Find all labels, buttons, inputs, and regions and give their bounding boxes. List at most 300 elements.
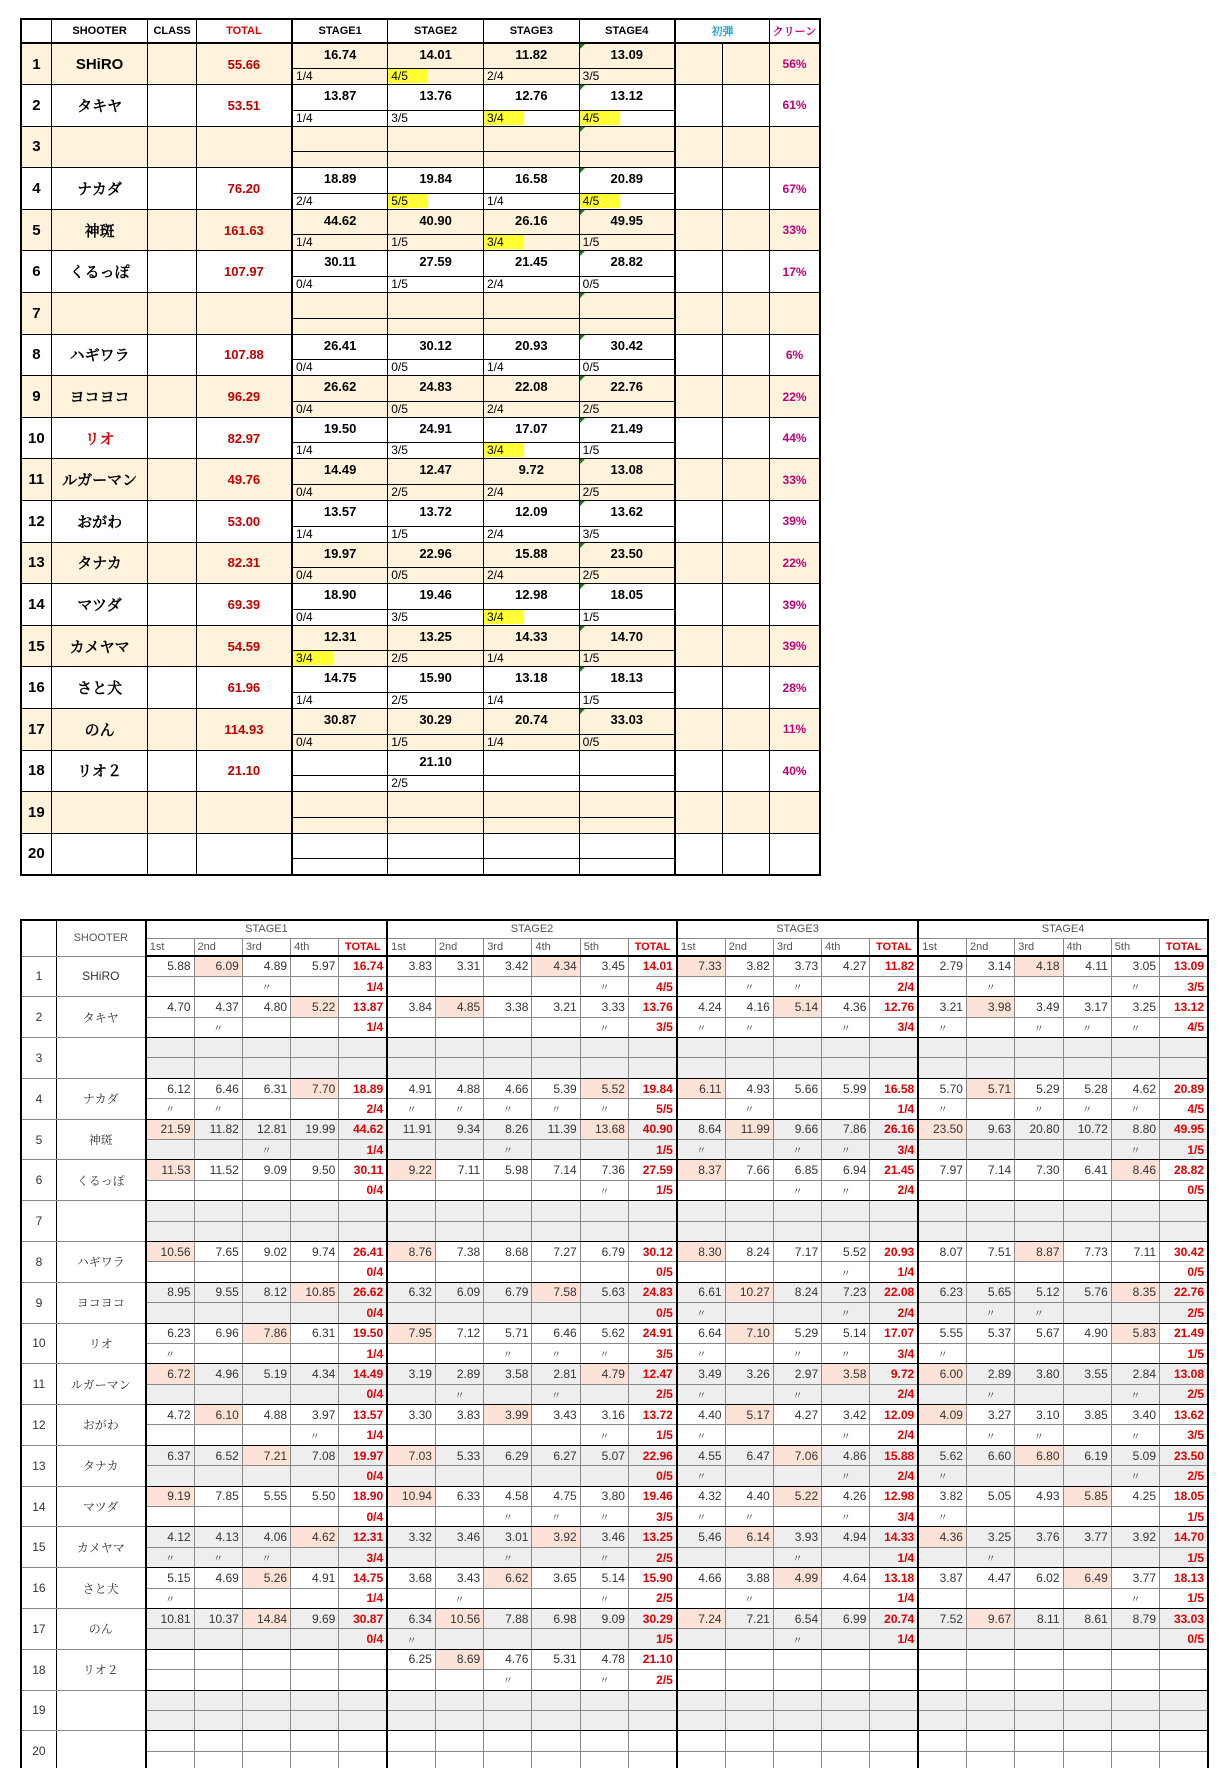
split-time: 5.29 (1015, 1078, 1063, 1098)
stage-hit-count: 0/4 (339, 1507, 387, 1527)
hit-mark (291, 1303, 339, 1323)
split-time: 4.27 (822, 956, 870, 976)
split-time: 8.26 (484, 1119, 532, 1139)
total-time: 55.66 (196, 43, 292, 85)
stage-hits-bar (388, 484, 483, 499)
stage-hit-count (628, 1221, 676, 1241)
hit-mark (918, 1140, 966, 1160)
detail-row-number: 11 (21, 1364, 56, 1405)
summary-row (21, 251, 820, 293)
first-shot-b (722, 459, 769, 501)
hit-mark (242, 1751, 290, 1768)
hit-mark: 〃 (1063, 1099, 1111, 1119)
split-time: 3.31 (435, 956, 483, 976)
stage-hit-count: 1/5 (628, 1180, 676, 1200)
shooter-name (51, 833, 148, 875)
split-time: 3.05 (1111, 956, 1159, 976)
hit-mark (1111, 1670, 1159, 1690)
first-shot-a (675, 251, 722, 293)
hit-mark (387, 1547, 435, 1567)
stage-hits: 0/5 (582, 734, 600, 749)
hit-mark (822, 1751, 870, 1768)
hit-mark (484, 1303, 532, 1323)
hit-mark (435, 1547, 483, 1567)
stage-total: 18.89 (339, 1078, 387, 1098)
stage-time: 21.45 (515, 254, 548, 270)
stage-hits (293, 152, 333, 166)
stage-total: 18.05 (1160, 1486, 1208, 1506)
detail-time-row (21, 1160, 1208, 1180)
detail-shooter-name: ルガーマン (56, 1364, 145, 1405)
stage-time: 12.47 (419, 462, 452, 478)
hit-mark: 〃 (677, 1384, 725, 1404)
hit-mark (146, 1425, 194, 1445)
hit-mark: 〃 (822, 1180, 870, 1200)
total-time: 82.97 (196, 417, 292, 459)
split-time: 7.38 (435, 1241, 483, 1261)
stage-time: 30.29 (419, 712, 452, 727)
stage-2-cell (388, 43, 484, 85)
shot-column-header: 3rd (484, 938, 532, 956)
hit-mark (580, 1221, 628, 1241)
stage-hit-count: 0/5 (628, 1262, 676, 1282)
hit-mark (773, 1710, 821, 1730)
stage-hits-bar (293, 234, 387, 249)
stage-hit-count: 2/5 (628, 1588, 676, 1608)
stage-3-cell (483, 417, 579, 459)
split-time: 4.66 (484, 1078, 532, 1098)
hit-mark (773, 1670, 821, 1690)
total-time (196, 293, 292, 335)
stage-hits-bar (293, 650, 387, 665)
comment-marker (580, 85, 585, 90)
split-time: 4.76 (484, 1649, 532, 1669)
split-time: 5.39 (532, 1078, 580, 1098)
stage-hits (293, 776, 333, 790)
hit-mark: 〃 (242, 976, 290, 996)
stage-hit-count: 1/4 (870, 1629, 918, 1649)
split-time: 10.81 (146, 1609, 194, 1629)
split-time (146, 1731, 194, 1751)
hit-mark (387, 1058, 435, 1078)
stage-hit-count: 2/5 (1160, 1384, 1208, 1404)
hit-mark: 〃 (966, 1547, 1014, 1567)
split-time: 9.55 (194, 1282, 242, 1302)
stage-hit-count (628, 1751, 676, 1768)
stage-hit-count: 1/5 (628, 1425, 676, 1445)
hit-mark (773, 1262, 821, 1282)
split-time: 4.26 (822, 1486, 870, 1506)
stage-hit-count: 0/5 (1160, 1629, 1208, 1649)
stage-hit-count: 4/5 (628, 976, 676, 996)
stage-hit-count: 3/5 (628, 1017, 676, 1037)
hit-mark: 〃 (146, 1588, 194, 1608)
split-time (387, 1690, 435, 1710)
split-time (966, 1731, 1014, 1751)
stage-hits: 0/4 (296, 734, 313, 749)
comment-marker (580, 335, 585, 340)
shooter-class (148, 625, 196, 667)
stage-hits-bar (484, 817, 579, 832)
total-column-header: TOTAL (628, 938, 676, 956)
detail-time-row (21, 1282, 1208, 1302)
stage-hits (580, 152, 620, 166)
hit-mark (677, 1099, 725, 1119)
stage-hits: 2/4 (486, 526, 504, 541)
total-column-header: TOTAL (870, 938, 918, 956)
hit-mark: 〃 (677, 1017, 725, 1037)
stage-1-cell (292, 833, 388, 875)
hit-mark: 〃 (822, 1017, 870, 1037)
clean-rate: 22% (770, 376, 820, 418)
split-time: 6.14 (725, 1527, 773, 1547)
stage-hits: 1/4 (486, 193, 504, 208)
hit-mark (484, 1262, 532, 1282)
split-time: 5.14 (773, 997, 821, 1017)
hit-mark (677, 976, 725, 996)
stage-3-cell (483, 43, 579, 85)
split-time: 4.91 (291, 1568, 339, 1588)
stage-time: 28.82 (610, 254, 644, 270)
stage-2-cell (388, 85, 484, 127)
first-shot-b (722, 542, 769, 584)
detail-row-number: 20 (21, 1731, 56, 1768)
stage-total: 30.29 (628, 1609, 676, 1629)
split-time: 7.24 (677, 1609, 725, 1629)
stage-time: 20.89 (610, 171, 644, 187)
row-number: 6 (21, 251, 51, 293)
stage-hit-count (870, 1710, 918, 1730)
detail-shooter-name: ヨコヨコ (56, 1282, 145, 1323)
split-time: 7.73 (1063, 1241, 1111, 1261)
first-shot-b (722, 251, 769, 293)
stage-total: 12.31 (339, 1527, 387, 1547)
split-time: 4.72 (146, 1405, 194, 1425)
hit-mark (435, 1507, 483, 1527)
split-time: 4.88 (435, 1078, 483, 1098)
stage-4-cell (579, 168, 675, 210)
split-time: 3.38 (484, 997, 532, 1017)
first-shot-b (722, 667, 769, 709)
stage-hits: 1/4 (486, 693, 504, 707)
stage-hit-count: 2/4 (870, 1425, 918, 1445)
hit-mark: 〃 (1015, 1099, 1063, 1119)
hit-mark (146, 1221, 194, 1241)
split-time: 21.59 (146, 1119, 194, 1139)
stage-hits (293, 859, 333, 873)
clean-rate: 56% (770, 43, 820, 85)
split-time: 5.14 (822, 1323, 870, 1343)
stage-4-cell (579, 792, 675, 834)
stage-hits: 2/4 (296, 193, 313, 208)
hit-mark: 〃 (966, 1384, 1014, 1404)
stage-2-cell (388, 168, 484, 210)
hit-mark (1063, 1751, 1111, 1768)
split-time: 3.49 (677, 1364, 725, 1384)
first-shot-b (722, 833, 769, 875)
hit-mark: 〃 (1015, 1425, 1063, 1445)
stage-hits-bar (484, 193, 579, 208)
stage-hits-bar (388, 442, 483, 457)
shot-column-header: 5th (580, 938, 628, 956)
hit-mark (773, 1425, 821, 1445)
split-time: 10.94 (387, 1486, 435, 1506)
stage-hits-bar (293, 734, 387, 749)
stage-time: 13.18 (515, 670, 548, 686)
stage-hit-count (628, 1058, 676, 1078)
hit-mark: 〃 (291, 1425, 339, 1445)
stage-time: 16.74 (323, 47, 357, 62)
split-time: 4.36 (918, 1527, 966, 1547)
total-time (196, 126, 292, 168)
hit-mark (387, 1751, 435, 1768)
shooter-name: リオ２ (51, 750, 148, 792)
hit-mark (484, 1425, 532, 1445)
stage-hits-bar (388, 276, 483, 291)
stage-hit-count: 0/4 (339, 1466, 387, 1486)
stage-3-cell (483, 126, 579, 168)
split-time (580, 1038, 628, 1058)
detail-stage-4-header: STAGE4 (918, 920, 1208, 938)
clean-rate (770, 833, 820, 875)
hit-mark: 〃 (242, 1547, 290, 1567)
hit-mark (146, 1058, 194, 1078)
split-time (918, 1731, 966, 1751)
stage-4-cell (579, 625, 675, 667)
detail-shooter-name (56, 1731, 145, 1768)
hit-mark (532, 1629, 580, 1649)
detail-shooter-name: カメヤマ (56, 1527, 145, 1568)
stage-3-cell (483, 334, 579, 376)
stage-time: 22.76 (610, 379, 644, 395)
split-time: 20.80 (1015, 1119, 1063, 1139)
stage-3-cell (483, 833, 579, 875)
hit-mark: 〃 (677, 1466, 725, 1486)
hit-mark (725, 1303, 773, 1323)
stage-3-cell (483, 709, 579, 751)
hit-mark: 〃 (773, 976, 821, 996)
stage-1-cell (292, 85, 388, 127)
hit-mark (677, 1629, 725, 1649)
stage-time: 19.50 (323, 420, 357, 436)
hit-mark: 〃 (1111, 1384, 1159, 1404)
hit-mark (387, 1466, 435, 1486)
hit-mark (1063, 1629, 1111, 1649)
split-time: 4.37 (194, 997, 242, 1017)
split-time: 6.79 (484, 1282, 532, 1302)
split-time: 3.85 (1063, 1405, 1111, 1425)
stage-hit-count (870, 1670, 918, 1690)
hit-mark (580, 1629, 628, 1649)
split-time: 5.71 (966, 1078, 1014, 1098)
stage-total: 19.50 (339, 1323, 387, 1343)
split-time: 5.62 (918, 1445, 966, 1465)
split-time: 5.62 (580, 1323, 628, 1343)
clean-rate: 6% (770, 334, 820, 376)
detail-mark-row (21, 1710, 1208, 1730)
stage-time: 20.74 (515, 712, 548, 727)
stage-hits: 2/5 (391, 485, 408, 500)
split-time (291, 1649, 339, 1669)
first-shot-a (675, 833, 722, 875)
stage-hits: 1/4 (486, 360, 504, 375)
split-time: 6.37 (146, 1445, 194, 1465)
split-time: 12.81 (242, 1119, 290, 1139)
hit-mark (532, 1140, 580, 1160)
hit-mark (918, 1670, 966, 1690)
stage-hits: 1/5 (391, 526, 408, 541)
stage-total: 13.76 (628, 997, 676, 1017)
stage-hits-bar (580, 858, 674, 873)
detail-row-number: 13 (21, 1445, 56, 1486)
stage-hits-bar (580, 609, 674, 624)
comment-marker (580, 584, 585, 589)
detail-row-number: 1 (21, 956, 56, 997)
split-time: 7.14 (532, 1160, 580, 1180)
hit-mark (580, 1710, 628, 1730)
split-time: 5.85 (1063, 1486, 1111, 1506)
hit-mark (580, 1140, 628, 1160)
hit-mark (918, 1262, 966, 1282)
detail-row-number: 3 (21, 1038, 56, 1079)
stage-4-cell (579, 750, 675, 792)
split-time (677, 1649, 725, 1669)
split-time (966, 1690, 1014, 1710)
stage-hits-bar (388, 650, 483, 665)
hit-mark (725, 1058, 773, 1078)
split-time (677, 1201, 725, 1221)
hit-mark (146, 976, 194, 996)
comment-marker (580, 418, 585, 423)
split-time: 4.80 (242, 997, 290, 1017)
hit-mark (291, 976, 339, 996)
stage-hits: 2/4 (486, 401, 504, 416)
summary-row (21, 459, 820, 501)
split-time: 10.56 (146, 1241, 194, 1261)
detail-time-row (21, 956, 1208, 976)
hit-mark: 〃 (435, 1384, 483, 1404)
stage-hits-bar (484, 151, 579, 166)
hit-mark (1063, 1058, 1111, 1078)
detail-time-row (21, 1445, 1208, 1465)
hit-mark (532, 1547, 580, 1567)
hit-mark (194, 1710, 242, 1730)
stage-total (870, 1731, 918, 1751)
stage-hits-bar (388, 110, 483, 125)
hit-mark (146, 1466, 194, 1486)
stage-hits-bar (293, 484, 387, 499)
stage-total: 19.97 (339, 1445, 387, 1465)
shot-column-header: 1st (387, 938, 435, 956)
hit-mark (291, 1384, 339, 1404)
stage-2-cell (388, 750, 484, 792)
split-time: 6.46 (532, 1323, 580, 1343)
stage-total: 12.47 (628, 1364, 676, 1384)
split-time: 4.90 (1063, 1323, 1111, 1343)
hit-mark (387, 1588, 435, 1608)
hit-mark: 〃 (194, 1547, 242, 1567)
hit-mark (242, 1588, 290, 1608)
first-shot-a (675, 501, 722, 543)
detail-shooter-name: おがわ (56, 1405, 145, 1446)
stage-time: 19.46 (419, 587, 452, 603)
stage-hit-count: 1/4 (339, 1140, 387, 1160)
split-time: 9.19 (146, 1486, 194, 1506)
stage-hits: 3/4 (484, 111, 524, 125)
stage-total (1160, 1201, 1208, 1221)
stage-4-cell (579, 501, 675, 543)
stage-hit-count: 0/4 (339, 1303, 387, 1323)
hit-mark: 〃 (918, 1099, 966, 1119)
split-time: 7.27 (532, 1241, 580, 1261)
split-time: 9.02 (242, 1241, 290, 1261)
header-class: CLASS (148, 19, 196, 43)
hit-mark (773, 1507, 821, 1527)
hit-mark (242, 1710, 290, 1730)
split-time: 8.69 (435, 1649, 483, 1669)
split-time: 7.11 (435, 1160, 483, 1180)
hit-mark: 〃 (146, 1343, 194, 1363)
detail-mark-row (21, 1262, 1208, 1282)
hit-mark (1111, 1629, 1159, 1649)
stage-hits: 0/5 (582, 360, 600, 375)
split-time (194, 1038, 242, 1058)
detail-mark-row (21, 1017, 1208, 1037)
hit-mark (966, 1221, 1014, 1241)
stage-time: 13.25 (419, 628, 452, 644)
split-time: 3.32 (387, 1527, 435, 1547)
split-time: 5.52 (580, 1078, 628, 1098)
stage-hit-count: 1/5 (1160, 1140, 1208, 1160)
split-time: 3.26 (725, 1364, 773, 1384)
split-time: 4.66 (677, 1568, 725, 1588)
stage-hits: 0/4 (296, 485, 313, 500)
stage-1-cell (292, 542, 388, 584)
split-time: 8.95 (146, 1282, 194, 1302)
split-time: 4.93 (725, 1078, 773, 1098)
hit-mark: 〃 (1015, 1303, 1063, 1323)
hit-mark (146, 1710, 194, 1730)
stage-hit-count: 2/5 (628, 1547, 676, 1567)
row-number: 18 (21, 750, 51, 792)
stage-total: 30.11 (339, 1160, 387, 1180)
split-time: 5.55 (918, 1323, 966, 1343)
stage-hit-count: 1/5 (1160, 1588, 1208, 1608)
hit-mark (532, 1262, 580, 1282)
hit-mark (966, 1343, 1014, 1363)
hit-mark (773, 1099, 821, 1119)
stage-hit-count: 0/5 (628, 1303, 676, 1323)
hit-mark (918, 1629, 966, 1649)
clean-rate: 61% (770, 85, 820, 127)
hit-mark (1015, 1058, 1063, 1078)
split-time: 3.19 (387, 1364, 435, 1384)
split-time (146, 1201, 194, 1221)
stage-hits-bar (293, 151, 387, 166)
hit-mark (1063, 1670, 1111, 1690)
stage-hits: 2/4 (486, 568, 504, 583)
split-time: 8.79 (1111, 1609, 1159, 1629)
split-time: 3.45 (580, 956, 628, 976)
stage-time: 18.05 (610, 587, 644, 603)
split-time: 3.76 (1015, 1527, 1063, 1547)
clean-rate: 17% (770, 251, 820, 293)
detail-time-row (21, 997, 1208, 1017)
stage-total (339, 1690, 387, 1710)
split-time: 6.27 (532, 1445, 580, 1465)
hit-mark (822, 976, 870, 996)
hit-mark: 〃 (580, 1670, 628, 1690)
